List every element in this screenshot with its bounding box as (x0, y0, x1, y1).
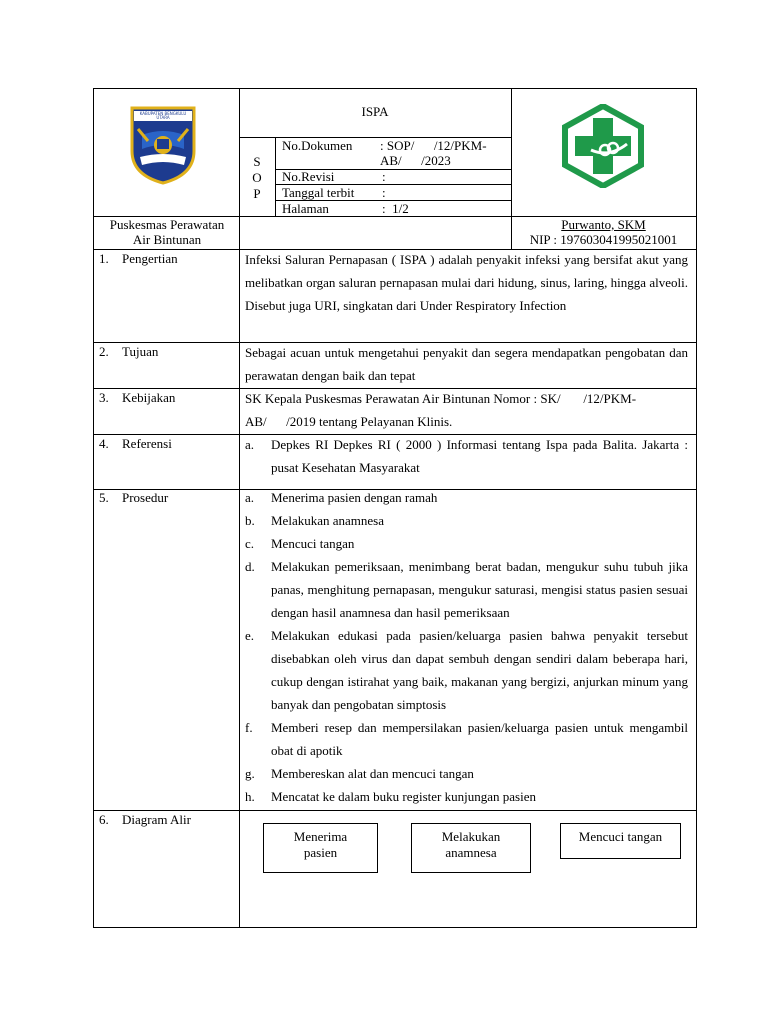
list-marker: b. (245, 513, 255, 528)
prosedur-step-text: Melakukan anamnesa (271, 513, 384, 528)
flow-box-label: Melakukan anamnesa (441, 829, 501, 860)
section-label-diagram: Diagram Alir (122, 812, 191, 827)
section-label-pengertian: Pengertian (122, 251, 178, 266)
prosedur-step-text: Menerima pasien dengan ramah (271, 490, 438, 505)
prosedur-step-text: Mencatat ke dalam buku register kunjungan pasien (271, 789, 536, 804)
document-title: ISPA (361, 104, 389, 119)
body-column-divider (239, 249, 240, 928)
list-marker: e. (245, 628, 255, 643)
sop-letter-p: P (253, 186, 261, 201)
border-left (93, 88, 94, 928)
page-label: Halaman (282, 201, 329, 216)
sop-letter-o: O (252, 170, 262, 185)
list-marker: a. (245, 437, 255, 452)
doc-number-label: No.Dokumen (282, 138, 353, 153)
issue-date-value: : (382, 185, 386, 200)
section-label-kebijakan: Kebijakan (122, 390, 176, 405)
pengertian-text: Infeksi Saluran Pernapasan ( ISPA ) adalah penyakit infeksi yang bersifat akut yang melibatkan organ saluran pernapasan mulai dari hidung, sinus, laring, hingga alveoli. Disebut juga URI, singkatan dari Under Respiratory Infection (245, 252, 688, 313)
list-marker: a. (245, 490, 255, 505)
logo-caption: KABUPATEN BENGKULU UTARA (139, 111, 187, 120)
flow-box-label: Menerima pasien (293, 829, 348, 860)
prosedur-step-text: Membereskan alat dan mencuci tangan (271, 766, 474, 781)
prosedur-step-text: Mencuci tangan (271, 536, 355, 551)
referensi-text: Depkes RI Depkes RI ( 2000 ) Informasi tentang Ispa pada Balita. Jakarta : pusat Kesehatan Masyarakat (271, 437, 688, 475)
organization-name: Puskesmas Perawatan Air Bintunan (109, 217, 225, 247)
prosedur-step-text: Melakukan pemeriksaan, menimbang berat badan, mengukur suhu tubuh jika panas, menghitung pernapasan, mengukur saturasi, mengisi status pasien sesuai dengan hasil anamnesa dan hasil pemeriksaan (271, 559, 688, 620)
tujuan-text: Sebagai acuan untuk mengetahui penyakit dan segera mendapatkan pengobatan dan perawatan dengan baik dan tepat (245, 345, 688, 383)
signatory-nip: NIP : 197603041995021001 (529, 232, 678, 247)
flow-box-mencuci-tangan (560, 823, 681, 859)
revision-value: : (382, 169, 386, 184)
section-label-referensi: Referensi (122, 436, 172, 451)
section-label-tujuan: Tujuan (122, 344, 159, 359)
list-marker: g. (245, 766, 255, 781)
list-marker: d. (245, 559, 255, 574)
section-number-referensi: 4. (99, 436, 109, 451)
section-number-tujuan: 2. (99, 344, 109, 359)
section-number-diagram: 6. (99, 812, 109, 827)
prosedur-step-text: Memberi resep dan mempersilakan pasien/keluarga pasien untuk mengambil obat di apotik (271, 720, 688, 758)
kabupaten-logo (128, 105, 198, 185)
section-number-kebijakan: 3. (99, 390, 109, 405)
flow-box-melakukan-anamnesa (411, 823, 531, 873)
section-number-prosedur: 5. (99, 490, 109, 505)
doc-number-value: : SOP/ /12/PKM-AB/ /2023 (380, 138, 487, 168)
signatory-name: Purwanto, SKM (561, 217, 646, 232)
kebijakan-line-2: AB/ /2019 tentang Pelayanan Klinis. (245, 414, 453, 429)
prosedur-step-text: Melakukan edukasi pada pasien/keluarga pasien bahwa penyakit tersebut disebabkan oleh virus dan dapat sembuh dengan sendiri dalam beberapa hari, cukup dengan istirahat yang baik, makanan yang bergizi, anjurkan minum yang banyak dan pengobatan simptosis (271, 628, 688, 712)
issue-date-label: Tanggal terbit (282, 185, 355, 200)
flow-box-label: Mencuci tangan (578, 829, 663, 844)
sop-letter-s: S (253, 154, 261, 169)
list-marker: h. (245, 789, 255, 804)
section-label-prosedur: Prosedur (122, 490, 169, 505)
list-marker: f. (245, 720, 253, 735)
border-right (696, 88, 697, 928)
page-value: : 1/2 (382, 201, 409, 216)
list-marker: c. (245, 536, 255, 551)
revision-label: No.Revisi (282, 169, 335, 184)
section-number-pengertian: 1. (99, 251, 109, 266)
flow-box-menerima-pasien (263, 823, 378, 873)
kebijakan-line-1: SK Kepala Puskesmas Perawatan Air Bintunan Nomor : SK/ /12/PKM- (245, 391, 637, 406)
